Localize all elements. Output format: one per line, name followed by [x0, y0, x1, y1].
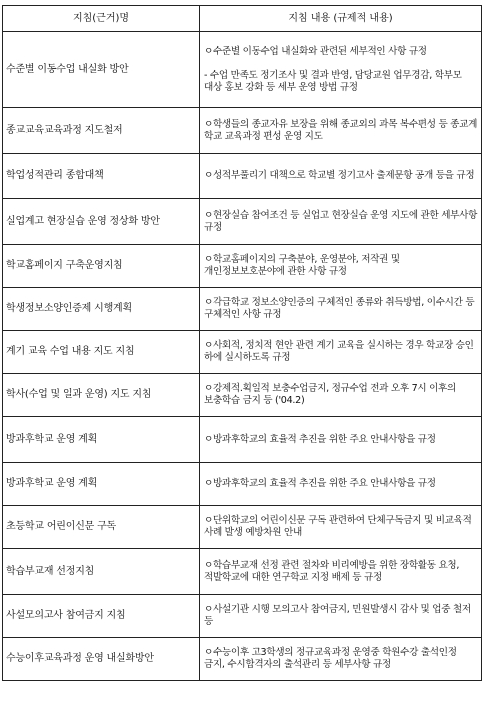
guideline-content-cell — [200, 108, 482, 154]
table-row — [3, 417, 482, 463]
table-row — [3, 288, 482, 331]
table-row — [3, 595, 482, 638]
guideline-content-text: ㅇ강제적.획일적 보충수업금지, 정규수업 전과 오후 7시 이후의 보충학습 금지 등 ('04.2) — [204, 383, 456, 406]
guideline-content-text: ㅇ방과후학교의 효율적 추진을 위한 주요 안내사항을 규정 — [204, 433, 436, 445]
guideline-name-cell: 학사(수업 및 일과 운영) 지도 지침 — [3, 374, 200, 417]
table-row — [3, 199, 482, 245]
guideline-content-text: ㅇ수능이후 고3학생의 정규교육과정 운영중 학원수강 출석인정 금지, 수시합격자의 출석관리 등 세부사항 규정 — [204, 647, 457, 670]
guideline-name-cell: 방과후학교 운영 계획 — [3, 417, 200, 463]
header-guideline-name: 지침(근거)명 — [3, 6, 200, 32]
table-row — [3, 549, 482, 595]
guideline-content-cell — [200, 549, 482, 595]
guideline-content-text: - 수업 만족도 정기조사 및 결과 반영, 담당교원 업무경감, 학부모 대상 홍보 강화 등 세부 운영 방법 규정 — [204, 69, 462, 93]
guideline-content-cell — [200, 374, 482, 417]
table-row — [3, 154, 482, 199]
guideline-content-text: ㅇ사회적, 정치적 현안 관련 계기 교육을 실시하는 경우 학교장 승인 하에 실시하도록 규정 — [204, 340, 474, 363]
guideline-content-cell — [200, 288, 482, 331]
guideline-name-cell: 학교홈페이지 구축운영지침 — [3, 245, 200, 288]
table-row — [3, 108, 482, 154]
table-header — [3, 6, 482, 32]
guideline-content-cell — [200, 595, 482, 638]
guideline-content-text: ㅇ학생들의 종교자유 보장을 위해 종교외의 과목 복수편성 등 종교계 학교 교육과정 편성 운영 지도 — [204, 118, 478, 142]
guideline-content-text: ㅇ학습부교재 선정 관련 절차와 비리예방을 위한 장학활동 요청, 적발학교에 대한 연구학교 지정 배제 등 규정 — [204, 559, 460, 583]
table-row — [3, 374, 482, 417]
guideline-content-text: ㅇ단위학교의 어린이신문 구독 관련하여 단체구독금지 및 비교육적 사례 발생 예방차원 안내 — [204, 515, 472, 538]
guideline-content-text: ㅇ성적부풀리기 대책으로 학교별 정기고사 출제문항 공개 등을 규정 — [204, 170, 475, 181]
guideline-content-text: ㅇ각급학교 정보소양인증의 구체적인 종류와 취득방법, 이수시간 등 구체적인 사항 규정 — [204, 297, 475, 320]
guideline-content-cell — [200, 331, 482, 374]
guideline-content-cell — [200, 245, 482, 288]
guideline-content-text: ㅇ현장실습 참여조건 등 실업고 현장실습 운영 지도에 관한 세부사항 규정 — [204, 209, 478, 233]
guideline-name-cell: 실업계고 현장실습 운영 정상화 방안 — [3, 199, 200, 245]
table-row — [3, 506, 482, 549]
guideline-content-cell — [200, 417, 482, 463]
guideline-name-cell: 초등학교 어린이신문 구독 — [3, 506, 200, 549]
guideline-content-text: ㅇ사설기관 시행 모의고사 참여금지, 민원발생시 감사 및 업중 철저 등 — [204, 604, 471, 627]
header-row — [3, 6, 482, 32]
guideline-name-cell: 학생정보소양인증제 시행계획 — [3, 288, 200, 331]
guideline-name-cell: 방과후학교 운영 계획 — [3, 463, 200, 506]
guideline-content-cell — [200, 638, 482, 681]
guideline-content-text: ㅇ수준별 이동수업 내실화와 관련된 세부적인 사항 규정 — [204, 45, 427, 57]
guideline-name-cell: 학습부교재 선정지침 — [3, 549, 200, 595]
table-row — [3, 463, 482, 506]
guideline-content-cell — [200, 199, 482, 245]
header-guideline-content: 지침 내용 (규제적 내용) — [200, 6, 482, 32]
guideline-content-text: ㅇ학교홈페이지의 구축분야, 운영분야, 저작권 및 개인정보보호분야에 관한 사항 규정 — [204, 254, 400, 277]
guideline-name-cell: 수준별 이동수업 내실화 방안 — [3, 32, 200, 108]
table-row — [3, 32, 482, 108]
table-body — [3, 32, 482, 681]
guideline-content-cell — [200, 154, 482, 199]
guideline-name-cell: 학업성적관리 종합대책 — [3, 154, 200, 199]
guideline-content-cell — [200, 463, 482, 506]
guideline-name-cell: 사설모의고사 참여금지 지침 — [3, 595, 200, 638]
guideline-table — [2, 5, 482, 681]
guideline-name-cell: 계기 교육 수업 내용 지도 지침 — [3, 331, 200, 374]
table-row — [3, 331, 482, 374]
guideline-content-text: ㅇ방과후학교의 효율적 추진을 위한 주요 안내사항을 규정 — [204, 478, 436, 489]
guideline-name-cell: 종교교육교육과정 지도철저 — [3, 108, 200, 154]
table-row — [3, 245, 482, 288]
guideline-name-cell: 수능이후교육과정 운영 내실화방안 — [3, 638, 200, 681]
table-row — [3, 638, 482, 681]
guideline-content-cell — [200, 506, 482, 549]
guideline-content-cell — [200, 32, 482, 108]
